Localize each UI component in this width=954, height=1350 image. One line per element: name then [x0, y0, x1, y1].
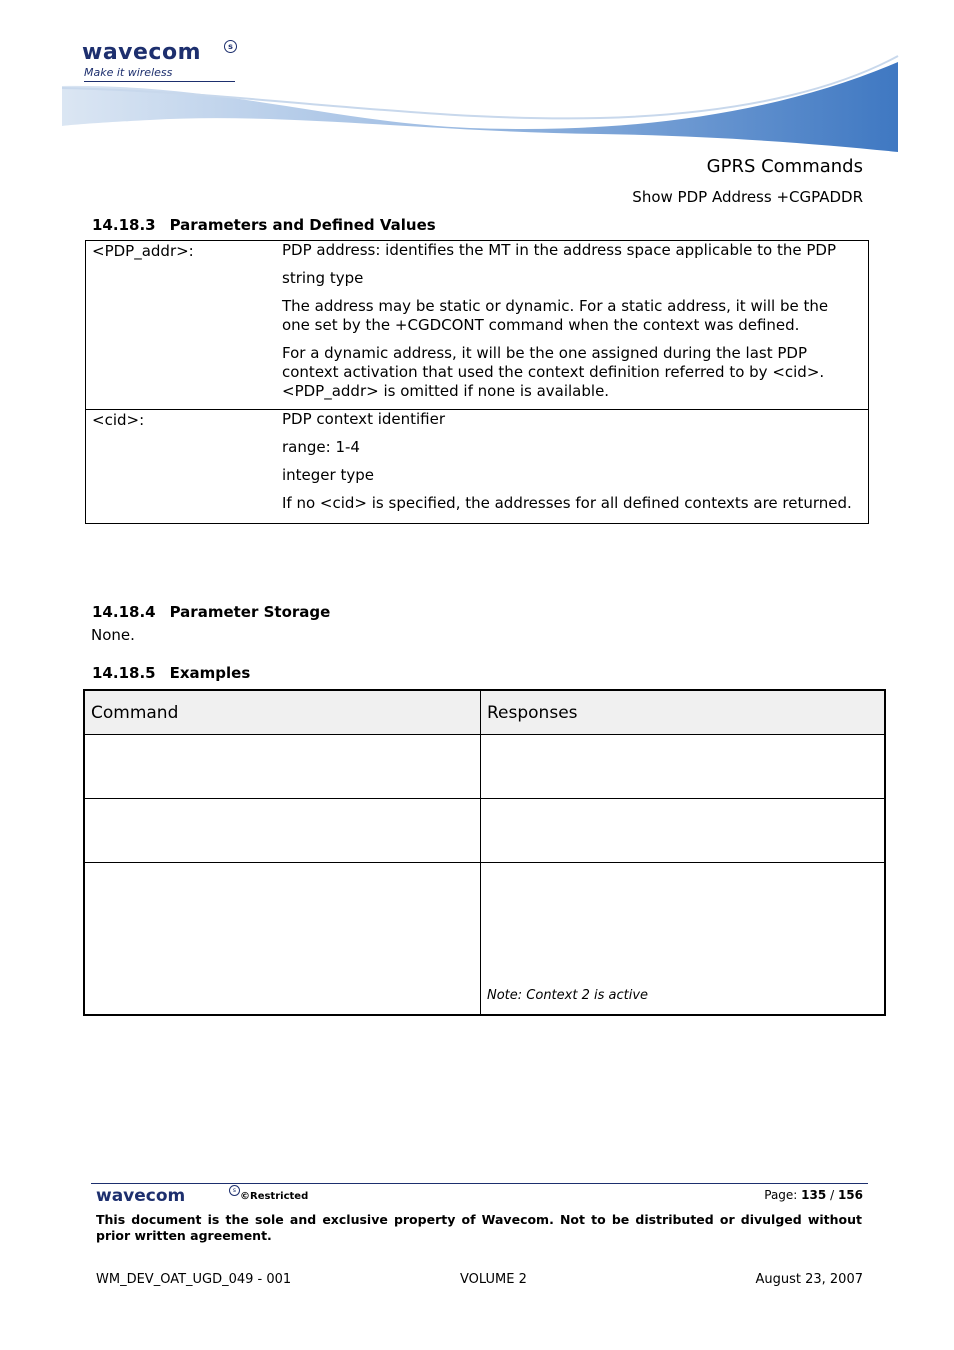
param-desc-line: For a dynamic address, it will be the one assigned during the last PDP context activation that used the context definition referred to by <cid>. <PDP_addr> is omitted if none is available. [282, 344, 825, 400]
footer-page-number [764, 1188, 863, 1202]
examples-header-row [85, 691, 884, 735]
parameters-table [85, 240, 869, 524]
param-description [280, 410, 868, 523]
param-desc-line: string type [282, 269, 364, 287]
param-desc-line: integer type [282, 466, 374, 484]
page-total: 156 [837, 1188, 863, 1202]
param-description [280, 241, 868, 409]
footer-wavecom-logo: wavecom [96, 1186, 186, 1206]
logo-tagline: Make it wireless [84, 66, 173, 79]
example-response [481, 863, 884, 1014]
param-desc-line: PDP context identifier [282, 410, 446, 428]
example-command [85, 863, 481, 1014]
heading-examples [92, 664, 250, 682]
heading-storage [92, 603, 330, 621]
heading-text: Parameter Storage [169, 603, 331, 621]
examples-table [83, 689, 886, 1016]
heading-number: 14.18.5 [92, 664, 156, 682]
footer-date: August 23, 2007 [755, 1272, 863, 1287]
heading-parameters [92, 216, 436, 234]
footer-legal-notice: This document is the sole and exclusive property of Wavecom. Not to be distributed or divulged without prior written agreement. [96, 1212, 862, 1243]
example-note: Note: Context 2 is active [487, 988, 649, 1003]
param-desc-line: PDP address: identifies the MT in the address space applicable to the PDP [282, 241, 836, 259]
page-label: Page: [764, 1188, 798, 1202]
param-desc-line: The address may be static or dynamic. For a static address, it will be the one set by the +CGDCONT command when the context was defined. [282, 297, 829, 334]
param-desc-line: If no <cid> is specified, the addresses for all defined contexts are returned. [282, 494, 852, 512]
heading-number: 14.18.4 [92, 603, 156, 621]
heading-number: 14.18.3 [92, 216, 156, 234]
param-name: <cid>: [92, 411, 145, 429]
example-row [85, 735, 884, 798]
heading-text: Examples [169, 664, 251, 682]
param-row [86, 409, 868, 523]
example-command [85, 735, 481, 798]
example-response [481, 735, 884, 798]
example-response [481, 799, 884, 862]
page-separator: / [830, 1188, 835, 1202]
param-name: <PDP_addr>: [92, 242, 194, 260]
footer-logo-swirl-icon: s [229, 1185, 240, 1196]
example-row [85, 798, 884, 862]
column-header-responses: Responses [487, 703, 578, 723]
footer-restricted: ©Restricted [240, 1191, 309, 1202]
footer-volume: VOLUME 2 [460, 1272, 527, 1287]
header-swoosh-graphic [0, 52, 954, 162]
page-section-title: GPRS Commands [706, 156, 863, 177]
heading-text: Parameters and Defined Values [169, 216, 436, 234]
example-command [85, 799, 481, 862]
wavecom-logo: wavecom [82, 40, 202, 65]
param-row [86, 241, 868, 409]
page-section-subtitle: Show PDP Address +CGPADDR [632, 188, 863, 206]
example-row [85, 862, 884, 1014]
page-current: 135 [801, 1188, 827, 1202]
column-header-command: Command [85, 691, 481, 734]
storage-text: None. [91, 626, 135, 644]
footer-divider [91, 1183, 868, 1184]
logo-swirl-icon: s [224, 40, 237, 53]
footer-doc-ref: WM_DEV_OAT_UGD_049 - 001 [96, 1272, 292, 1287]
param-desc-line: range: 1-4 [282, 438, 360, 456]
